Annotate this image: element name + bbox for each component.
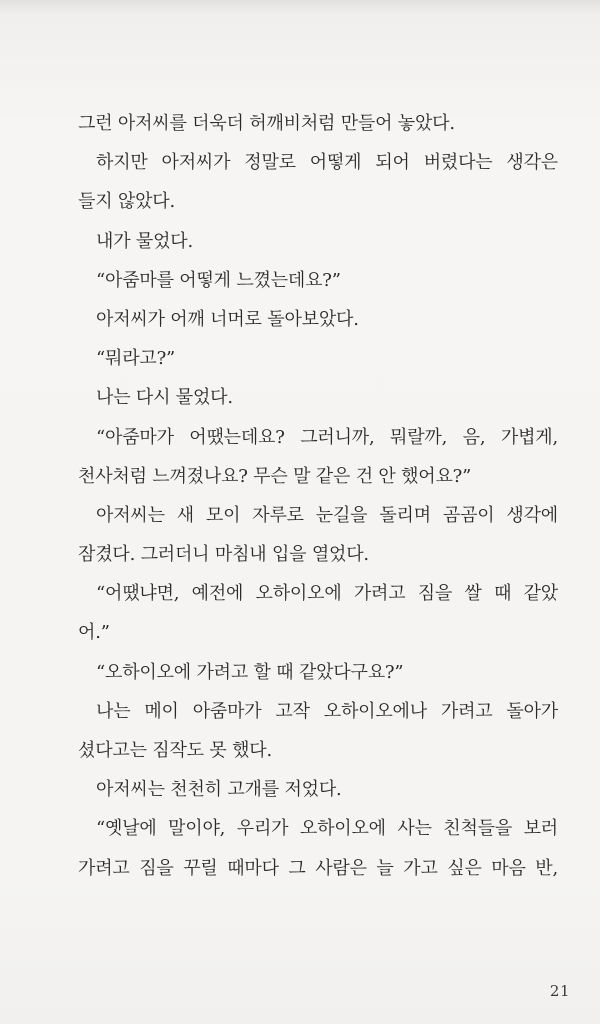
text-line: 가려고 짐을 꾸릴 때마다 그 사람은 늘 가고 싶은 마음 반, xyxy=(78,857,558,879)
text-line: “오하이오에 가려고 할 때 같았다구요?” xyxy=(96,661,404,683)
text-line: 천사처럼 느껴졌나요? 무슨 말 같은 건 안 했어요?” xyxy=(78,465,472,487)
text-line: 셨다고는 짐작도 못 했다. xyxy=(78,740,272,761)
text-line: “아줌마가 어땠는데요? 그러니까, 뭐랄까, 음, 가볍게, xyxy=(96,426,558,448)
body-text xyxy=(78,104,558,888)
text-line: 잠겼다. 그러더니 마침내 입을 열었다. xyxy=(78,544,369,566)
text-line: “어땠냐면, 예전에 오하이오에 가려고 짐을 쌀 때 같았 xyxy=(96,583,558,605)
text-line: 아저씨는 천천히 고개를 저었다. xyxy=(96,779,342,801)
text-line: 그런 아저씨를 더욱더 허깨비처럼 만들어 놓았다. xyxy=(78,113,455,134)
page-number: 21 xyxy=(549,982,570,1000)
text-line: 내가 물었다. xyxy=(96,230,193,252)
text-line: 아저씨가 어깨 너머로 돌아보았다. xyxy=(96,308,359,330)
text-line: “옛날에 말이야, 우리가 오하이오에 사는 친척들을 보러 xyxy=(96,818,558,840)
text-line: 어.” xyxy=(78,622,110,644)
page-top-shadow xyxy=(0,0,600,14)
text-line: 나는 다시 물었다. xyxy=(96,387,233,409)
text-line: 들지 않았다. xyxy=(78,191,175,213)
text-line: 나는 메이 아줌마가 고작 오하이오에나 가려고 돌아가 xyxy=(96,700,558,722)
text-line: “뭐라고?” xyxy=(96,348,176,370)
text-line: 아저씨는 새 모이 자루로 눈길을 돌리며 곰곰이 생각에 xyxy=(96,504,558,526)
text-line: “아줌마를 어떻게 느꼈는데요?” xyxy=(96,269,341,291)
text-line: 하지만 아저씨가 정말로 어떻게 되어 버렸다는 생각은 xyxy=(96,152,558,174)
